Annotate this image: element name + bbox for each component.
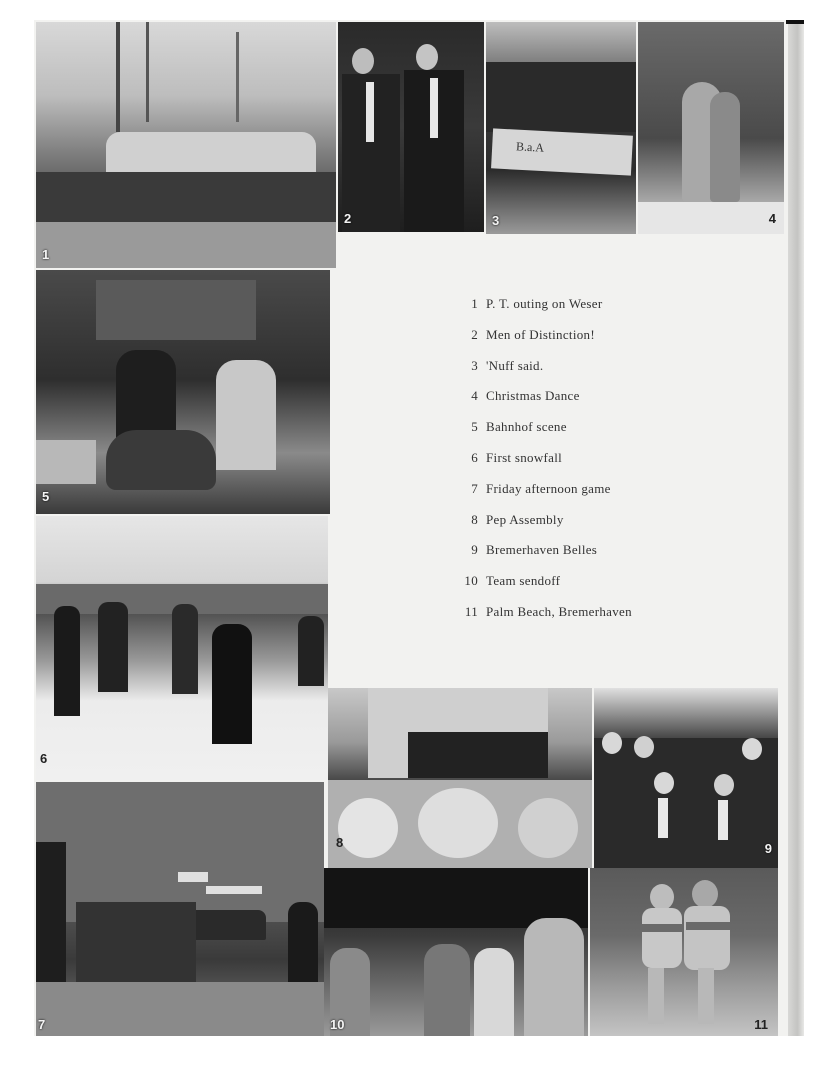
caption-item (448, 479, 748, 510)
photo-4-christmas-dance (638, 22, 784, 234)
photo-number: 9 (764, 841, 772, 856)
page-corner-mark (786, 20, 804, 24)
photo-10-team-sendoff (324, 868, 588, 1036)
caption-item (448, 356, 748, 387)
caption-number: 8 (471, 511, 478, 527)
caption-list (448, 294, 748, 633)
caption-number: 7 (471, 480, 478, 496)
caption-text: Bremerhaven Belles (486, 542, 598, 558)
caption-item (448, 602, 748, 633)
banner-sign-text: B.a.A (515, 139, 545, 155)
caption-item (448, 448, 748, 479)
caption-number: 3 (471, 357, 478, 373)
photo-number: 3 (492, 213, 500, 228)
photo-number: 8 (336, 835, 344, 850)
caption-item (448, 417, 748, 448)
photo-number: 2 (344, 211, 352, 226)
photo-number: 7 (38, 1017, 46, 1032)
caption-text: Team sendoff (486, 573, 561, 589)
caption-text: P. T. outing on Weser (486, 296, 603, 311)
caption-number: 10 (464, 573, 478, 589)
photo-number: 4 (768, 211, 776, 226)
caption-text: Palm Beach, Bremerhaven (486, 603, 632, 619)
photo-7-friday-afternoon-game (36, 782, 324, 1036)
caption-text: 'Nuff said. (486, 357, 544, 373)
caption-text: Men of Distinction! (486, 326, 595, 342)
caption-item (448, 540, 748, 571)
caption-number: 9 (471, 542, 478, 558)
caption-number: 4 (471, 388, 478, 404)
caption-text: Christmas Dance (486, 388, 580, 404)
caption-text: Pep Assembly (486, 511, 564, 527)
caption-number: 11 (464, 603, 478, 619)
photo-9-bremerhaven-belles (594, 688, 778, 868)
caption-text: Bahnhof scene (486, 419, 567, 435)
caption-item (448, 325, 748, 356)
caption-number: 1 (471, 296, 478, 311)
caption-item (448, 571, 748, 602)
photo-number: 10 (330, 1017, 345, 1032)
caption-item (448, 510, 748, 541)
photo-1-boat-outing (36, 22, 336, 268)
photo-number: 5 (42, 489, 50, 504)
photo-number: 6 (40, 751, 48, 766)
caption-number: 5 (471, 419, 478, 435)
caption-item (448, 294, 748, 325)
photo-2-men-of-distinction (338, 22, 484, 232)
photo-3-nuff-said (486, 22, 636, 234)
page-spine (788, 24, 804, 1036)
caption-text: First snowfall (486, 449, 563, 465)
photo-number: 1 (42, 247, 50, 262)
caption-text: Friday afternoon game (486, 480, 611, 496)
photo-11-palm-beach-bremerhaven (590, 868, 778, 1036)
photo-number: 11 (754, 1017, 768, 1032)
photo-6-first-snowfall (36, 516, 328, 780)
caption-number: 2 (471, 326, 478, 342)
photo-8-pep-assembly (328, 688, 592, 868)
photo-5-bahnhof-scene (36, 270, 330, 514)
caption-item (448, 386, 748, 417)
caption-number: 6 (471, 449, 478, 465)
